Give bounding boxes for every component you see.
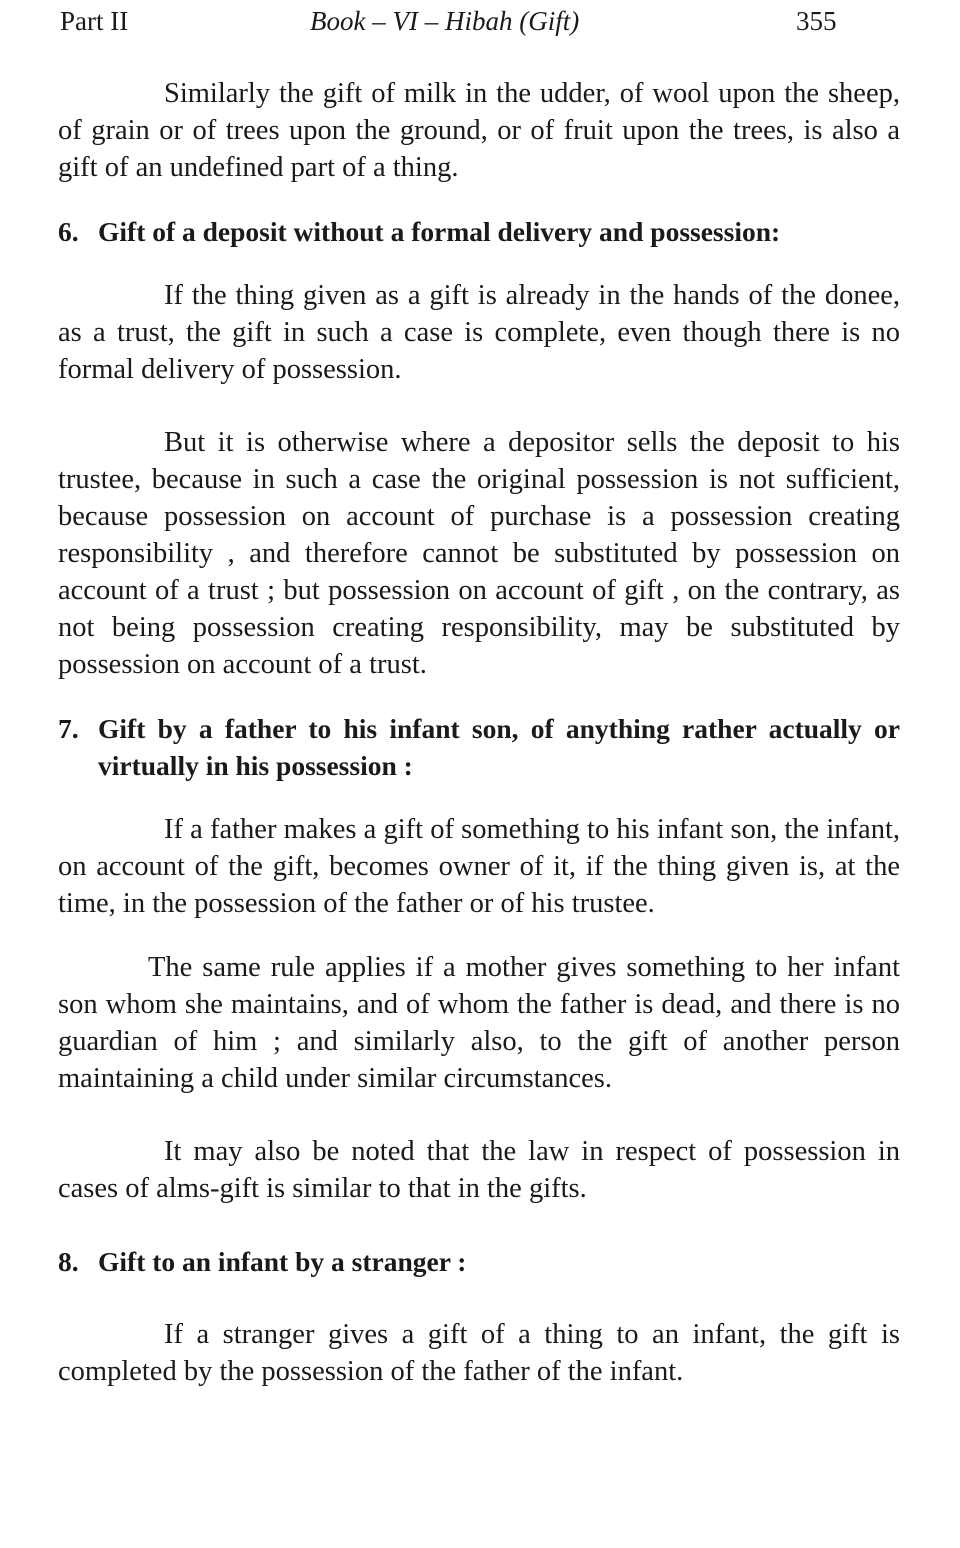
section-heading-8 bbox=[58, 1243, 900, 1280]
paragraph: It may also be noted that the law in respect of possession in cases of alms-gift is similar to that in the gifts. bbox=[58, 1136, 900, 1204]
book-page bbox=[58, 0, 900, 1390]
intro-paragraph: Similarly the gift of milk in the udder, of wool upon the sheep, of grain or of trees upon the ground, or of fruit upon the trees, is also a gift of an undefined part of a thing. bbox=[58, 78, 900, 183]
paragraph: If a stranger gives a gift of a thing to an infant, the gift is completed by the possession of the father of the infant. bbox=[58, 1319, 900, 1387]
paragraph: But it is otherwise where a depositor sells the deposit to his trustee, because in such a case the original possession is not sufficient, because possession on account of purchase is a possession creating responsibility , and therefore cannot be substituted by possession on account of a trust ; but possession on account of gift , on the contrary, as not being possession creating responsibility, may be substituted by possession on account of a trust. bbox=[58, 427, 900, 680]
section-number: 6. bbox=[58, 216, 79, 247]
book-title: Book – VI – Hibah (Gift) bbox=[310, 6, 580, 36]
running-header bbox=[58, 0, 900, 44]
section-title: Gift of a deposit without a formal delivery and possession: bbox=[98, 216, 781, 247]
page-number: 355 bbox=[796, 6, 837, 36]
section-title: Gift by a father to his infant son, of anything rather actually or virtually in his possession : bbox=[98, 713, 900, 781]
part-label: Part II bbox=[60, 6, 129, 36]
section-number: 8. bbox=[58, 1246, 79, 1277]
section-title: Gift to an infant by a stranger : bbox=[98, 1246, 467, 1277]
section-heading-6 bbox=[58, 213, 900, 250]
paragraph: The same rule applies if a mother gives something to her infant son whom she maintains, and of whom the father is dead, and there is no guardian of him ; and similarly also, to the gift of another person maintaining a child under similar circumstances. bbox=[58, 952, 900, 1094]
paragraph: If the thing given as a gift is already in the hands of the donee, as a trust, the gift in such a case is complete, even though there is no formal delivery of possession. bbox=[58, 280, 900, 385]
paragraph: If a father makes a gift of something to his infant son, the infant, on account of the gift, becomes owner of it, if the thing given is, at the time, in the possession of the father or of his trustee. bbox=[58, 814, 900, 919]
section-heading-7 bbox=[58, 710, 900, 784]
section-number: 7. bbox=[58, 713, 79, 744]
